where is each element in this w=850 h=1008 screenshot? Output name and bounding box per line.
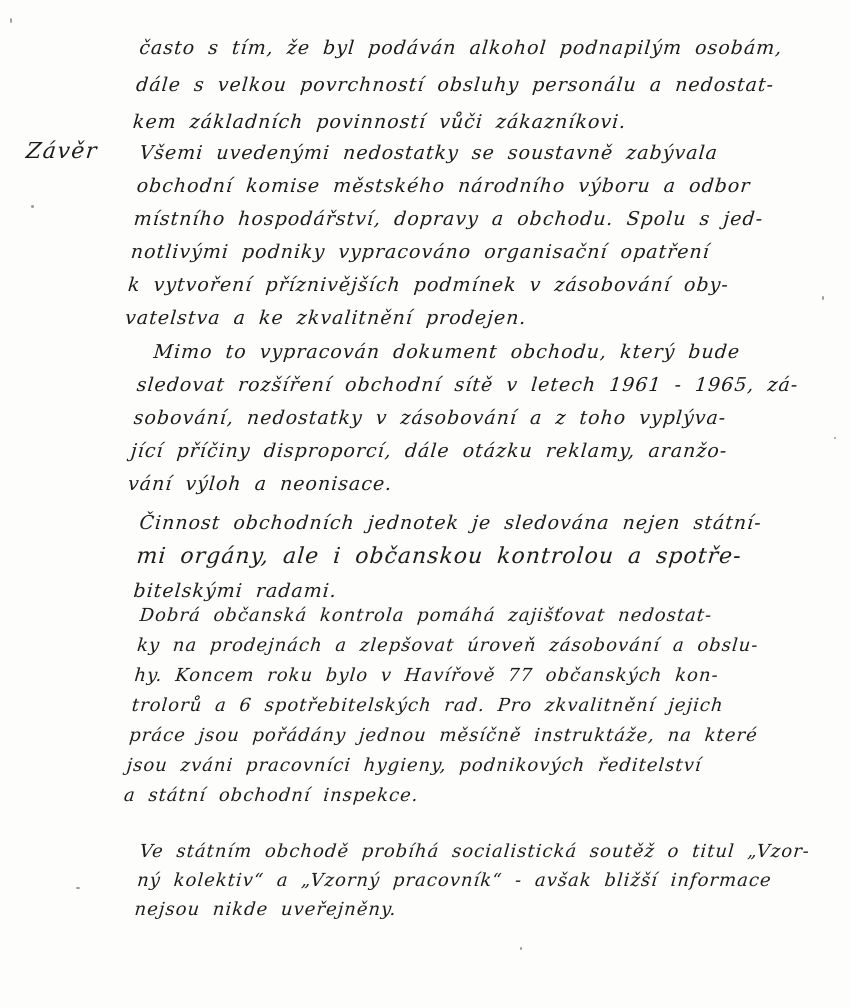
handwritten-line: kem základních povinností vůči zákazníkovi. (131, 111, 628, 133)
handwritten-line: hy. Koncem roku bylo v Havířově 77 občanských kon- (133, 665, 720, 686)
handwritten-line: bitelskými radami. (132, 580, 338, 602)
handwritten-line: Činnost obchodních jednotek je sledována nejen státní- (138, 512, 763, 534)
handwritten-line: trolorů a 6 spotřebitelských rad. Pro zkvalitnění jejich (130, 695, 725, 716)
handwritten-line: vání výloh a neonisace. (127, 473, 394, 495)
margin-label-zaver: Závěr (24, 139, 100, 164)
handwritten-line: k vytvoření příznivějších podmínek v zásobování oby- (127, 274, 730, 296)
handwritten-line: často s tím, že byl podáván alkohol podnapilým osobám, (138, 37, 784, 59)
handwritten-line: jsou zváni pracovníci hygieny, podnikových ředitelství (125, 755, 703, 776)
scan-speck (31, 205, 34, 208)
scan-speck (10, 18, 12, 23)
handwritten-line: Všemi uvedenými nedostatky se soustavně zabývala (138, 142, 719, 164)
paragraph-trade-document (127, 336, 813, 501)
handwritten-line: Mimo to vypracován dokument obchodu, který bude (152, 341, 742, 363)
handwritten-line: Dobrá občanská kontrola pomáhá zajišťovat nedostat- (138, 605, 714, 626)
handwritten-line: Ve státním obchodě probíhá socialistická soutěž o titul „Vzor- (138, 841, 811, 862)
paragraph-citizen-control (123, 601, 813, 811)
handwritten-line: práce jsou pořádány jednou měsíčně instruktáže, na které (128, 725, 759, 746)
handwritten-line: sobování, nedostatky v zásobování a z toho vyplýva- (132, 407, 728, 429)
paragraph-supervision (132, 506, 813, 608)
scan-speck (520, 947, 522, 950)
handwritten-line: nejsou nikde uveřejněny. (133, 899, 398, 920)
paragraph-conclusion (124, 137, 813, 335)
scan-speck (822, 296, 824, 300)
handwritten-line: obchodní komise městského národního výboru a odbor (135, 175, 752, 197)
handwritten-line: mi orgány, ale i občanskou kontrolou a spotře- (135, 544, 743, 569)
handwritten-line: sledovat rozšíření obchodní sítě v letech 1961 - 1965, zá- (135, 374, 800, 396)
handwritten-line: dále s velkou povrchností obsluhy personálu a nedostat- (135, 74, 776, 96)
handwritten-line: a státní obchodní inspekce. (123, 785, 420, 806)
paragraph-shortcomings (131, 30, 813, 141)
handwritten-line: vatelstva a ke zkvalitnění prodejen. (124, 307, 528, 329)
scan-speck (834, 437, 836, 439)
paragraph-socialist-competition (133, 837, 813, 924)
handwritten-line: ky na prodejnách a zlepšovat úroveň zásobování a obslu- (136, 635, 760, 656)
handwritten-line: ný kolektiv“ a „Vzorný pracovník“ - avšak bližší informace (136, 870, 773, 891)
handwritten-line: notlivými podniky vypracováno organisační opatření (129, 241, 711, 263)
handwritten-line: jící příčiny disproporcí, dále otázku reklamy, aranžo- (129, 440, 729, 462)
handwritten-line: místního hospodářství, dopravy a obchodu. Spolu s jed- (132, 208, 765, 230)
scan-speck (76, 887, 80, 889)
